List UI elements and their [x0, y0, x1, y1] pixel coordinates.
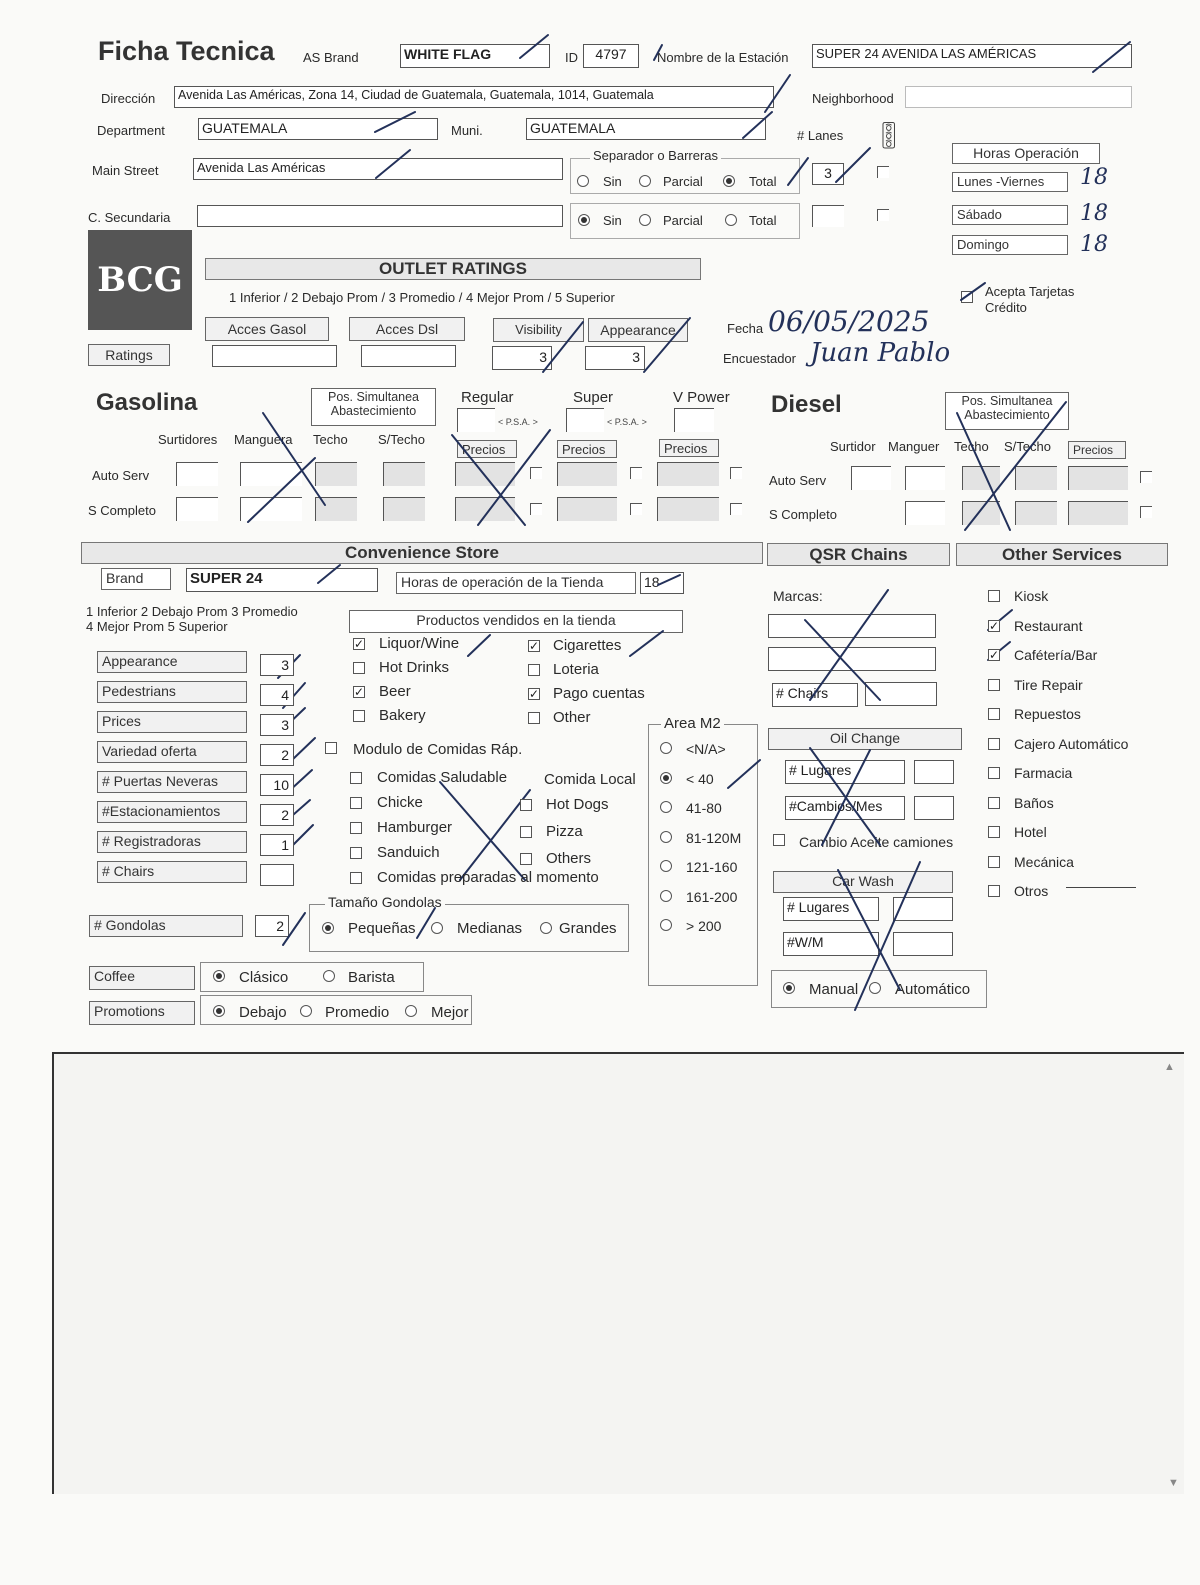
weekday-hours[interactable]: 18: [1080, 165, 1108, 190]
service-checkbox-6[interactable]: [988, 767, 1000, 779]
main-lanes-field[interactable]: 3: [812, 163, 844, 185]
food-right-checkbox-0[interactable]: [520, 799, 532, 811]
ink-cross-oil-a: [810, 748, 880, 845]
product-label-1: Hot Drinks: [379, 659, 450, 676]
car-wash-title: Car Wash: [773, 871, 953, 893]
service-label-8: Hotel: [1014, 824, 1047, 840]
ink-tick-brand-store: [318, 565, 340, 583]
metric-label-3: Variedad oferta: [97, 741, 247, 763]
gas-s-completo-label: S Completo: [88, 503, 156, 518]
service-checkbox-4[interactable]: [988, 708, 1000, 720]
station-label: Nombre de la Estación: [657, 50, 789, 65]
ink-cross-diesel-a: [957, 413, 1010, 530]
service-label-2: Cafétería/Bar: [1014, 647, 1098, 663]
regular-precios-label: Precios: [457, 440, 517, 458]
diesel-s-completo-label: S Completo: [769, 507, 837, 522]
food-left-checkbox-1[interactable]: [350, 797, 362, 809]
area-label-4: 121-160: [686, 859, 738, 875]
area-radio-6[interactable]: [660, 919, 672, 931]
address-field[interactable]: Avenida Las Américas, Zona 14, Ciudad de Guatemala, Guatemala, 1014, Guatemala: [174, 86, 774, 108]
food-left-label-0: Comidas Saludable: [377, 769, 508, 786]
food-right-checkbox-2[interactable]: [520, 853, 532, 865]
product2-label-0: Cigarettes: [553, 637, 622, 654]
other-services-title: Other Services: [956, 543, 1168, 566]
service-label-5: Cajero Automático: [1014, 735, 1129, 752]
food-left-label-2: Hamburger: [377, 819, 453, 836]
food-right-label-2: Others: [546, 850, 592, 867]
lanes-label: # Lanes: [797, 128, 844, 143]
psa-label-1: < P.S.A. >: [498, 417, 538, 427]
mangueras-label: Manguera: [234, 432, 293, 447]
encuestador-label: Encuestador: [723, 351, 796, 366]
ink-tick-liquor: [468, 635, 490, 656]
comida-local-label: Comida Local: [544, 771, 636, 788]
gas-auto-serv-label: Auto Serv: [92, 468, 150, 483]
food-left-checkbox-4[interactable]: [350, 872, 362, 884]
as-brand-label: AS Brand: [303, 50, 359, 65]
id-label: ID: [565, 50, 578, 65]
store-brand-field[interactable]: SUPER 24: [186, 568, 378, 592]
food-left-label-3: Sanduich: [377, 844, 440, 861]
automatico-label: Automático: [895, 981, 971, 998]
service-label-6: Farmacia: [1014, 765, 1073, 781]
ink-tick-cards: [961, 283, 985, 300]
metric-label-5: #Estacionamientos: [97, 801, 247, 823]
metric-value-2[interactable]: 3: [260, 714, 294, 736]
sec-parcial-label: Parcial: [663, 213, 703, 228]
product2-checkbox-0[interactable]: ✓: [529, 639, 540, 653]
ink-tick-pequenas: [417, 908, 435, 938]
diesel-pos-line-1: Pos. Simultanea: [961, 394, 1053, 408]
metric-value-7[interactable]: [260, 864, 294, 886]
oil-change-title: Oil Change: [768, 728, 962, 750]
qsr-chains-title: QSR Chains: [767, 543, 950, 566]
cambio-camiones-label: Cambio Aceite camiones: [799, 834, 954, 850]
id-field[interactable]: 4797: [583, 44, 639, 68]
gas-pos-line-1: Pos. Simultanea: [327, 390, 420, 404]
service-label-7: Baños: [1014, 794, 1054, 811]
store-scale-2: 4 Mejor Prom 5 Superior: [86, 619, 228, 634]
service-checkbox-1[interactable]: ✓: [989, 618, 1000, 633]
store-scale-1: 1 Inferior 2 Debajo Prom 3 Promedio: [86, 604, 298, 619]
super-precios-label: Precios: [557, 440, 617, 458]
sec-total-label: Total: [749, 213, 777, 228]
food-left-checkbox-3[interactable]: [350, 847, 362, 859]
clasico-label: Clásico: [239, 969, 289, 986]
product-checkbox-0[interactable]: ✓: [354, 637, 365, 651]
barista-label: Barista: [348, 969, 395, 986]
diesel-surtidor-label: Surtidor: [830, 439, 876, 454]
service-checkbox-2[interactable]: ✓: [989, 648, 1000, 662]
visibility-field[interactable]: 3: [492, 346, 552, 370]
product2-checkbox-2[interactable]: ✓: [529, 687, 540, 701]
product2-checkbox-1[interactable]: [528, 664, 540, 676]
food-left-label-1: Chicke: [377, 794, 423, 811]
area-label-2: 41-80: [686, 800, 722, 816]
diesel-techo-label: Techo: [954, 439, 989, 454]
ink-tick-station: [1093, 42, 1130, 72]
convenience-store-title: Convenience Store: [81, 542, 763, 564]
s-techo-label: S/Techo: [378, 432, 425, 447]
area-label-1: < 40: [686, 770, 714, 787]
regular-label: Regular: [461, 389, 514, 406]
diesel-manguer-label: Manguer: [888, 439, 940, 454]
grandes-label: Grandes: [559, 920, 617, 937]
metric-label-7: # Chairs: [97, 861, 247, 883]
pequenas-label: Pequeñas: [348, 920, 416, 937]
area-label-5: 161-200: [686, 888, 738, 905]
diesel-s-techo-label: S/Techo: [1004, 439, 1051, 454]
qsr-chairs-label: # Chairs: [772, 683, 858, 707]
food-left-checkbox-0[interactable]: [350, 772, 362, 784]
service-label-1: Restaurant: [1014, 617, 1083, 634]
manual-label: Manual: [809, 981, 859, 998]
muni-label: Muni.: [451, 123, 483, 138]
ink-tick-address: [765, 75, 790, 112]
main-street-field[interactable]: Avenida Las Américas: [193, 158, 563, 180]
ink-tick-area: [728, 760, 760, 788]
scroll-down-icon[interactable]: ▼: [1168, 1477, 1179, 1489]
encuestador-value[interactable]: Juan Pablo: [810, 338, 951, 368]
store-hours-label: Horas de operación de la Tienda: [396, 572, 636, 594]
service-checkbox-9[interactable]: [988, 856, 1000, 868]
wash-wm-label: #W/M: [783, 932, 879, 956]
super-label: Super: [573, 389, 614, 406]
service-checkbox-10[interactable]: [988, 885, 1000, 897]
fecha-value[interactable]: 06/05/2025: [768, 305, 930, 338]
product2-checkbox-3[interactable]: [528, 712, 540, 724]
sunday-hours[interactable]: 18: [1080, 232, 1108, 257]
ink-cross-gas-a: [263, 413, 325, 505]
promotions-label: Promotions: [89, 1001, 195, 1025]
gas-pos-line-2: Abastecimiento: [330, 403, 417, 418]
food-right-checkbox-1[interactable]: [520, 826, 532, 838]
ink-tick-visibility: [543, 322, 583, 372]
coffee-label: Coffee: [89, 966, 195, 990]
station-field[interactable]: SUPER 24 AVENIDA LAS AMÉRICAS: [812, 44, 1132, 68]
gondolas-label: # Gondolas: [89, 915, 243, 937]
service-label-4: Repuestos: [1014, 706, 1081, 722]
techo-label: Techo: [313, 432, 348, 447]
products-title: Productos vendidos en la tienda: [349, 610, 683, 633]
traffic-light-icon: 🚦︎: [872, 120, 906, 150]
food-right-label-1: Pizza: [546, 823, 583, 840]
neighborhood-label: Neighborhood: [812, 91, 894, 106]
ink-cross-qsr-a: [805, 620, 880, 700]
ink-cross-food-a: [440, 782, 525, 880]
tamano-label: Tamaño Gondolas: [325, 895, 445, 909]
ink-tick-store-hours: [658, 575, 680, 585]
food-left-checkbox-2[interactable]: [350, 822, 362, 834]
service-label-9: Mecánica: [1014, 853, 1074, 870]
sec-sin-label: Sin: [603, 213, 622, 228]
area-title: Area M2: [661, 716, 724, 731]
service-checkbox-5[interactable]: [988, 738, 1000, 750]
department-label: Department: [97, 123, 165, 138]
area-radio-5[interactable]: [660, 890, 672, 902]
department-field[interactable]: GUATEMALA: [198, 118, 438, 140]
appearance-field[interactable]: 3: [585, 346, 645, 370]
vpower-label: V Power: [673, 389, 730, 406]
product2-label-1: Loteria: [553, 661, 599, 678]
outlet-ratings-title: OUTLET RATINGS: [205, 258, 701, 280]
ink-tick-department: [375, 112, 415, 132]
sunday-label: Domingo: [952, 235, 1068, 255]
area-label-3: 81-120M: [686, 829, 742, 846]
area-radio-0[interactable]: [660, 742, 672, 754]
debajo-label: Debajo: [239, 1004, 287, 1021]
oil-cambios-label: #Cambios/Mes: [785, 796, 905, 820]
ink-tick-main-street: [376, 150, 410, 178]
saturday-hours[interactable]: 18: [1080, 201, 1108, 226]
product-checkbox-3[interactable]: [353, 710, 365, 722]
ink-tick-brand: [520, 35, 548, 58]
ink-cross-gas-b: [248, 458, 315, 522]
metric-value-0[interactable]: 3: [260, 654, 294, 676]
muni-field[interactable]: GUATEMALA: [526, 118, 766, 140]
area-radio-1[interactable]: [660, 772, 672, 784]
separator-label: Separador o Barreras: [590, 149, 721, 162]
product-label-0: Liquor/Wine: [379, 635, 460, 652]
ink-cross-wash-b: [855, 862, 920, 1010]
ink-cross-qsr-b: [810, 590, 888, 700]
metric-value-5[interactable]: 2: [260, 804, 294, 826]
metric-label-2: Prices: [97, 711, 247, 733]
product-label-2: Beer: [379, 683, 411, 700]
saturday-label: Sábado: [952, 205, 1068, 225]
surtidores-label: Surtidores: [158, 432, 218, 447]
service-checkbox-8[interactable]: [988, 826, 1000, 838]
product-checkbox-2[interactable]: ✓: [354, 685, 365, 699]
gondolas-field[interactable]: 2: [255, 915, 289, 937]
service-checkbox-0[interactable]: [988, 590, 1000, 602]
product2-label-2: Pago cuentas: [553, 685, 645, 702]
psa-label-2: < P.S.A. >: [607, 417, 647, 427]
medianas-label: Medianas: [457, 920, 523, 937]
ink-tick-appearance: [644, 318, 690, 372]
area-label-6: > 200: [686, 918, 722, 934]
metric-value-1[interactable]: 4: [260, 684, 294, 706]
product-label-3: Bakery: [379, 707, 426, 724]
oil-lugares-label: # Lugares: [785, 760, 905, 784]
bcg-logo: BCG: [88, 230, 192, 330]
fecha-label: Fecha: [727, 321, 764, 336]
main-parcial-label: Parcial: [663, 174, 703, 189]
store-brand-label: Brand: [101, 568, 171, 590]
service-label-0: Kiosk: [1014, 588, 1049, 604]
product-checkbox-1[interactable]: [353, 662, 365, 674]
form-title: Ficha Tecnica: [98, 36, 275, 66]
appearance-label: Appearance: [588, 318, 688, 342]
ink-tick-gondolas: [283, 913, 305, 945]
diesel-auto-serv-label: Auto Serv: [769, 473, 827, 488]
ink-tick-cigarettes: [630, 631, 663, 656]
marcas-label: Marcas:: [773, 588, 823, 604]
as-brand-field[interactable]: WHITE FLAG: [400, 44, 550, 68]
scroll-up-icon[interactable]: ▲: [1164, 1061, 1175, 1073]
diesel-precios-label: Precios: [1068, 441, 1126, 459]
main-total-label: Total: [749, 174, 777, 189]
metric-value-4[interactable]: 10: [260, 774, 294, 796]
area-radio-3[interactable]: [660, 831, 672, 843]
service-label-10: Otros: [1014, 883, 1049, 899]
acces-gasol-label: Acces Gasol: [205, 317, 329, 341]
modulo-label: Modulo de Comidas Ráp.: [353, 741, 523, 758]
credit-cards-label-1: Acepta Tarjetas: [985, 284, 1075, 299]
vpower-precios-label: Precios: [659, 439, 719, 457]
address-label: Dirección: [101, 91, 156, 106]
ratings-label: Ratings: [88, 344, 170, 366]
area-label-0: <N/A>: [686, 741, 726, 757]
mejor-label: Mejor: [431, 1004, 469, 1021]
credit-cards-label-2: Crédito: [985, 300, 1027, 315]
metric-label-1: Pedestrians: [97, 681, 247, 703]
secondary-street-label: C. Secundaria: [88, 210, 171, 225]
area-radio-4[interactable]: [660, 860, 672, 872]
visibility-label: Visibility: [493, 318, 584, 342]
ink-tick-variedad: [292, 738, 315, 760]
metric-value-6[interactable]: 1: [260, 834, 294, 856]
ink-cross-oil-b: [822, 750, 870, 845]
service-label-3: Tire Repair: [1014, 676, 1083, 693]
wash-lugares-label: # Lugares: [783, 897, 879, 921]
acces-dsl-label: Acces Dsl: [349, 317, 465, 341]
area-radio-2[interactable]: [660, 801, 672, 813]
store-hours-field[interactable]: 18: [640, 572, 684, 594]
diesel-pos-line-2: Abastecimiento: [964, 407, 1050, 422]
metric-label-0: Appearance: [97, 651, 247, 673]
main-sin-label: Sin: [603, 174, 622, 189]
diesel-title: Diesel: [771, 391, 842, 418]
ratings-scale: 1 Inferior / 2 Debajo Prom / 3 Promedio / 4 Mejor Prom / 5 Superior: [229, 290, 615, 305]
metric-value-3[interactable]: 2: [260, 744, 294, 766]
ink-tick-separator: [788, 158, 808, 185]
gasolina-title: Gasolina: [96, 389, 198, 416]
metric-label-6: # Registradoras: [97, 831, 247, 853]
ink-tick-lanes: [836, 148, 870, 182]
service-checkbox-3[interactable]: [988, 679, 1000, 691]
weekday-label: Lunes -Viernes: [952, 172, 1068, 192]
food-right-label-0: Hot Dogs: [546, 796, 609, 813]
hours-title: Horas Operación: [952, 143, 1100, 164]
ink-tick-muni: [743, 112, 772, 138]
ink-tick-id: [654, 45, 662, 60]
main-street-label: Main Street: [92, 163, 159, 178]
product2-label-3: Other: [553, 709, 591, 726]
food-left-label-4: Comidas preparadas al momento: [377, 869, 599, 886]
promedio-label: Promedio: [325, 1004, 390, 1021]
service-checkbox-7[interactable]: [988, 797, 1000, 809]
metric-label-4: # Puertas Neveras: [97, 771, 247, 793]
